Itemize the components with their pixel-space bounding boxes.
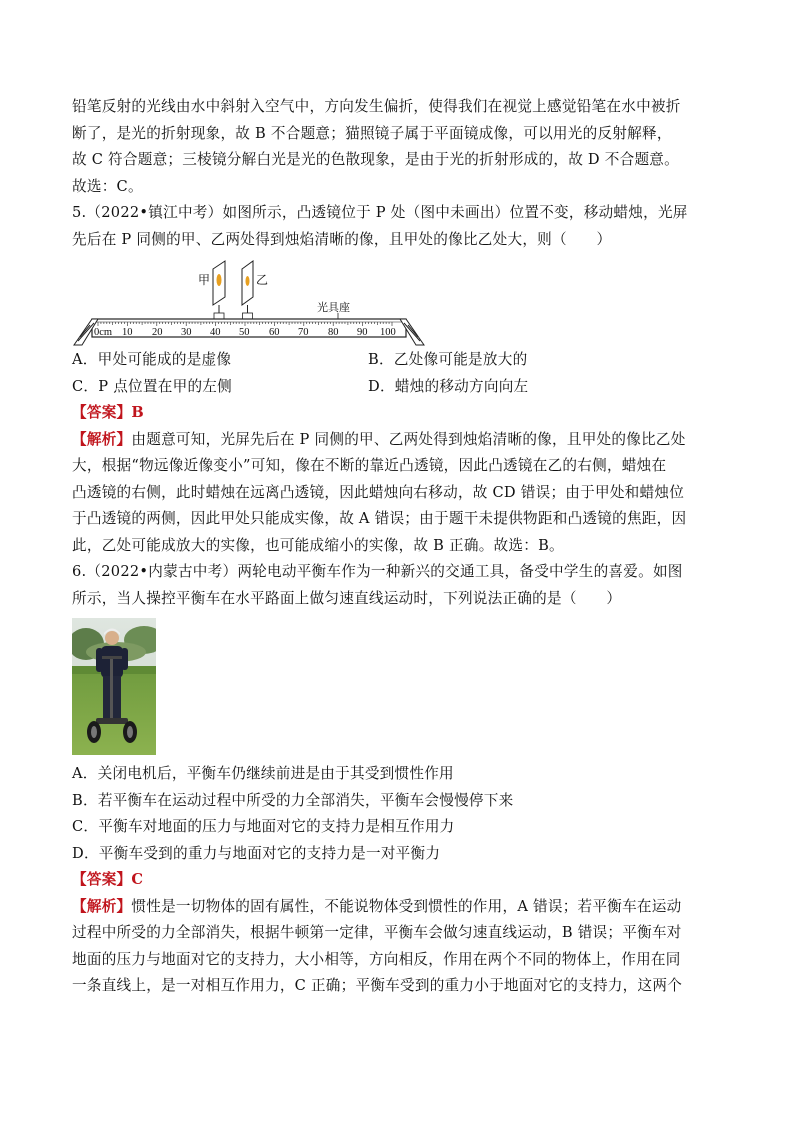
balance-car-photo <box>72 618 724 755</box>
screen-yi-icon <box>242 261 253 319</box>
option-b: B．若平衡车在运动过程中所受的力全部消失，平衡车会慢慢停下来 <box>72 791 514 809</box>
tick-label: 0cm <box>94 327 113 338</box>
text-line: 于凸透镜的两侧，因此甲处只能成实像，故 A 错误；由于题干未提供物距和凸透镜的焦距，因 <box>72 510 687 527</box>
analysis <box>72 894 724 1000</box>
tick-label: 40 <box>210 327 221 338</box>
prev-analysis <box>72 94 724 200</box>
text-line: 过程中所受的力全部消失，根据牛顿第一定律，平衡车会做匀速直线运动，B 错误；平衡车对 <box>72 924 682 941</box>
label-yi: 乙 <box>256 273 269 287</box>
text-line: 由题意可知，光屏先后在 P 同侧的甲、乙两处得到烛焰清晰的像，且甲处的像比乙处 <box>131 430 686 448</box>
option-d: D．平衡车受到的重力与地面对它的支持力是一对平衡力 <box>72 844 441 862</box>
tick-label: 70 <box>298 327 309 338</box>
text-line: 此，乙处可能成放大的实像，也可能成缩小的实像，故 B 正确。故选：B。 <box>72 536 564 554</box>
text-line: 惯性是一切物体的固有属性，不能说物体受到惯性的作用，A 错误；若平衡车在运动 <box>131 897 682 915</box>
text-line: 一条直线上，是一对相互作用力，C 正确；平衡车受到的重力小于地面对它的支持力，这两个 <box>72 977 683 994</box>
optical-bench-diagram <box>70 253 430 347</box>
question-5 <box>72 200 724 559</box>
question-stem: 所示，当人操控平衡车在水平路面上做匀速直线运动时，下列说法正确的是（ ） <box>72 589 622 607</box>
analysis-tag: 【解析】 <box>72 430 132 448</box>
tick-label: 90 <box>357 327 368 338</box>
option-c: C．平衡车对地面的压力与地面对它的支持力是相互作用力 <box>72 818 455 835</box>
option-d: D．蜡烛的移动方向向左 <box>368 377 529 395</box>
text-line: 凸透镜的右侧，此时蜡烛在远离凸透镜，因此蜡烛向右移动，故 CD 错误；由于甲处和蜡烛位 <box>72 483 685 501</box>
question-stem: 先后在 P 同侧的甲、乙两处得到烛焰清晰的像，且甲处的像比乙处大，则（ ） <box>72 230 612 248</box>
answer: 【答案】C <box>72 871 144 888</box>
tick-label: 30 <box>181 327 192 338</box>
option-c: C．P 点位置在甲的左侧 <box>72 377 232 395</box>
document-page <box>72 94 724 1000</box>
option-a: A．关闭电机后，平衡车仍继续前进是由于其受到惯性作用 <box>72 765 454 782</box>
balance-car-rider-image <box>72 618 156 755</box>
text-line: 断了，是光的折射现象，故 B 不合题意；猫照镜子属于平面镜成像，可以用光的反射解释， <box>72 124 672 142</box>
question-stem: 5.（2022•镇江中考）如图所示，凸透镜位于 P 处（图中未画出）位置不变，移动蜡烛，光屏 <box>72 204 688 221</box>
option-row <box>72 374 724 401</box>
tick-label: 100 <box>380 327 396 338</box>
option-a: A．甲处可能成的是虚像 <box>72 351 232 368</box>
tick-label: 80 <box>328 327 339 338</box>
tick-label: 20 <box>152 327 163 338</box>
tick-label: 60 <box>269 327 280 338</box>
text-line: 铅笔反射的光线由水中斜射入空气中，方向发生偏折，使得我们在视觉上感觉铅笔在水中被折 <box>72 98 681 115</box>
analysis-tag: 【解析】 <box>72 897 132 915</box>
tick-label: 50 <box>239 327 250 338</box>
text-line: 大，根据“物远像近像变小”可知，像在不断的靠近凸透镜，因此凸透镜在乙的右侧，蜡烛在 <box>72 457 667 474</box>
text-line: 地面的压力与地面对它的支持力，大小相等，方向相反，作用在两个不同的物体上，作用在同 <box>72 950 681 968</box>
screen-jia-icon <box>213 261 225 319</box>
text-line: 故选：C。 <box>72 177 143 195</box>
optical-bench-figure <box>70 253 724 347</box>
option-b: B．乙处像可能是放大的 <box>368 351 528 368</box>
question-stem: 6.（2022•内蒙古中考）两轮电动平衡车作为一种新兴的交通工具，备受中学生的喜爱。如图 <box>72 563 683 580</box>
text-line: 故 C 符合题意；三棱镜分解白光是光的色散现象，是由于光的折射形成的，故 D 不合题意。 <box>72 151 679 168</box>
option-row <box>72 347 724 374</box>
label-jia: 甲 <box>198 273 211 287</box>
analysis <box>72 427 724 560</box>
bench-label: 光具座 <box>317 302 350 314</box>
question-6 <box>72 559 724 1000</box>
tick-label: 10 <box>122 327 133 338</box>
answer: 【答案】B <box>72 404 144 421</box>
